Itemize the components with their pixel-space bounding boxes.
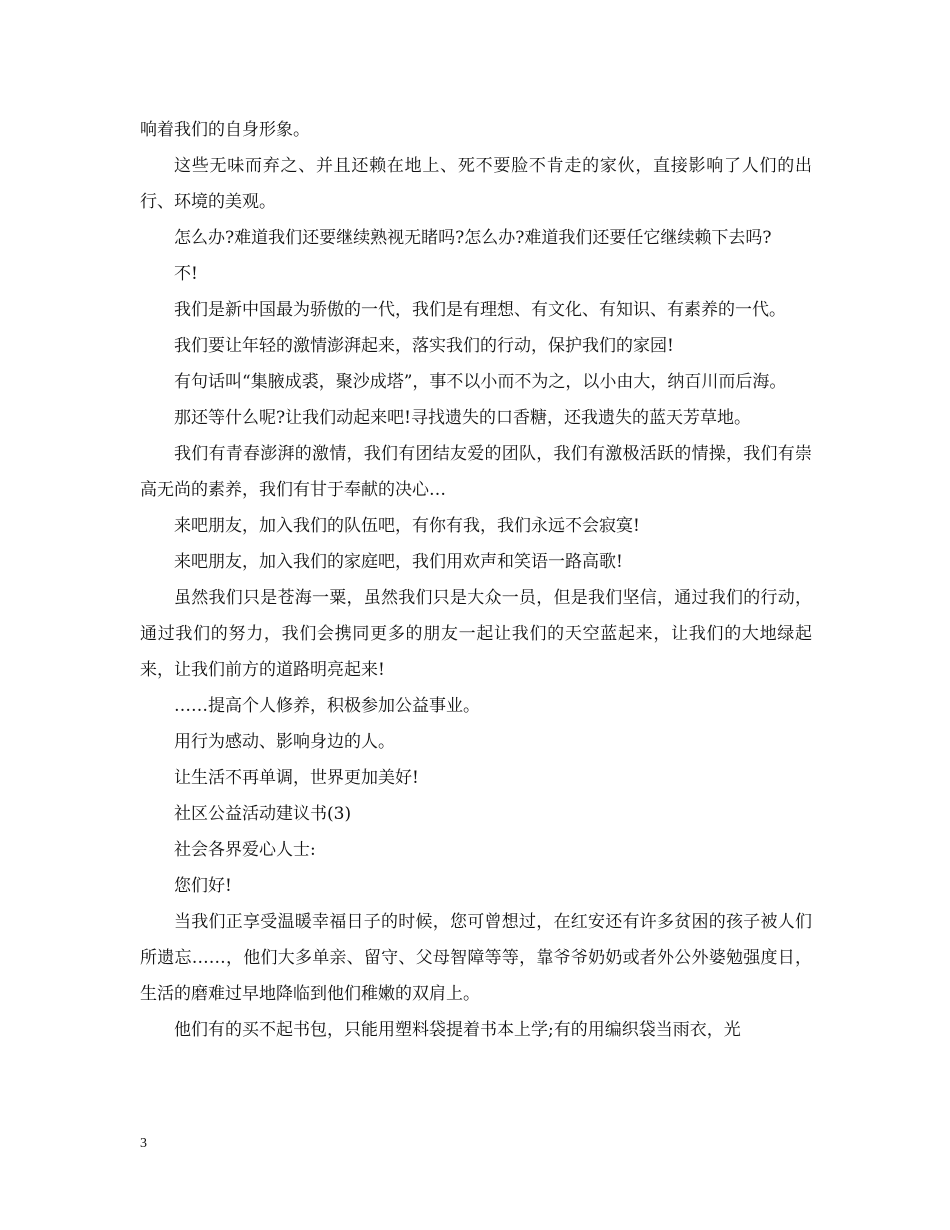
paragraph: 让生活不再单调，世界更加美好! [174,768,419,788]
paragraph: 当我们正享受温暖幸福日子的时候，您可曾想过，在红安还有许多贫困的孩子被人们所遗忘……，他们大多单亲、留守、父母智障等等，靠爷爷奶奶或者外公外婆勉强度日，生活的磨难过早地降临到他们稚嫩的双肩上。 [140,912,812,1004]
paragraph: 响着我们的自身形象。 [140,120,310,140]
paragraph: 我们要让年轻的激情澎湃起来，落实我们的行动，保护我们的家园! [174,336,674,356]
paragraph: 不! [174,264,198,284]
paragraph: ……提高个人修养，积极参加公益事业。 [174,696,480,716]
salutation: 社会各界爱心人士: [174,840,316,860]
paragraph: 怎么办?难道我们还要继续熟视无睹吗?怎么办?难道我们还要任它继续赖下去吗? [174,228,772,248]
paragraph: 来吧朋友，加入我们的队伍吧，有你有我，我们永远不会寂寞! [174,516,640,536]
page-number: 3 [140,1136,147,1151]
paragraph: 虽然我们只是苍海一粟，虽然我们只是大众一员，但是我们坚信，通过我们的行动，通过我们的努力，我们会携同更多的朋友一起让我们的天空蓝起来，让我们的大地绿起来，让我们前方的道路明亮起来! [140,588,812,680]
document-body [140,112,812,1048]
paragraph: 我们有青春澎湃的激情，我们有团结友爱的团队，我们有激极活跃的情操，我们有崇高无尚的素养，我们有甘于奉献的决心… [140,444,812,500]
paragraph: 用行为感动、影响身边的人。 [174,732,395,752]
paragraph: 有句话叫“集腋成裘，聚沙成塔”，事不以小而不为之，以小由大，纳百川而后海。 [174,372,787,392]
paragraph: 他们有的买不起书包，只能用塑料袋提着书本上学;有的用编织袋当雨衣，光 [174,1020,741,1040]
paragraph: 这些无味而弃之、并且还赖在地上、死不要脸不肯走的家伙，直接影响了人们的出行、环境的美观。 [140,156,812,212]
section-title: 社区公益活动建议书(3) [174,804,352,824]
greeting: 您们好! [174,876,232,896]
paragraph: 来吧朋友，加入我们的家庭吧，我们用欢声和笑语一路高歌! [174,552,623,572]
paragraph: 那还等什么呢?让我们动起来吧!寻找遗失的口香糖，还我遗失的蓝天芳草地。 [174,408,751,428]
paragraph: 我们是新中国最为骄傲的一代，我们是有理想、有文化、有知识、有素养的一代。 [174,300,786,320]
